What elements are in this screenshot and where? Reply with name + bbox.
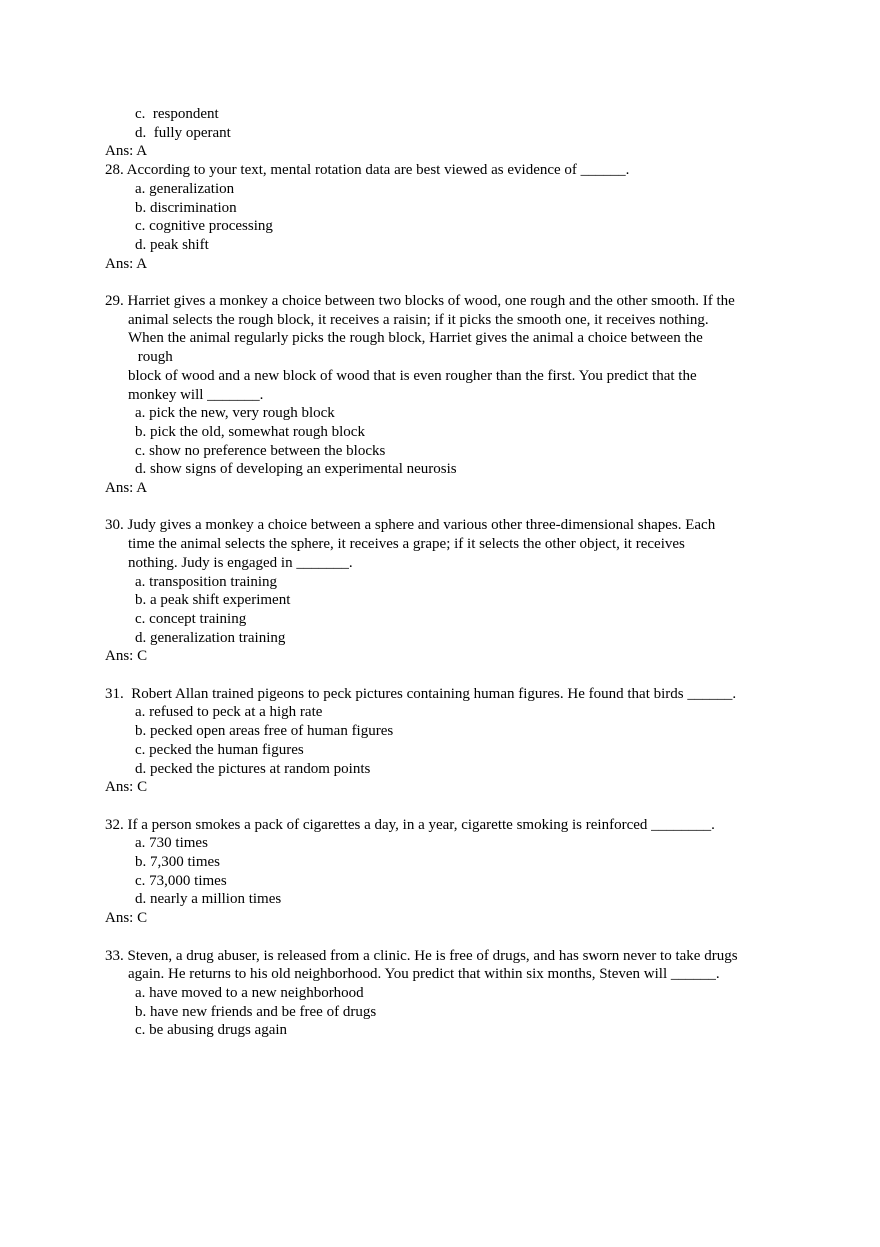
- answer-option: d. pecked the pictures at random points: [135, 760, 371, 777]
- question-text: 30. Judy gives a monkey a choice between a sphere and various other three-dimensional shapes. Each: [105, 517, 716, 534]
- answer-key: Ans: C: [105, 648, 148, 665]
- answer-option: a. pick the new, very rough block: [135, 405, 335, 422]
- answer-option: d. peak shift: [135, 236, 209, 253]
- question-text: 33. Steven, a drug abuser, is released from a clinic. He is free of drugs, and has sworn never to take drugs: [105, 947, 738, 964]
- answer-option: c. cognitive processing: [135, 218, 273, 235]
- answer-option: d. generalization training: [135, 629, 286, 646]
- question-text-continuation: again. He returns to his old neighborhood. You predict that within six months, Steven will ______.: [128, 966, 720, 983]
- answer-option: c. show no preference between the blocks: [135, 442, 386, 459]
- answer-option: b. a peak shift experiment: [135, 592, 291, 609]
- question-block: [105, 947, 780, 1041]
- answer-option: b. pick the old, somewhat rough block: [135, 423, 365, 440]
- answer-option: d. nearly a million times: [135, 891, 282, 908]
- answer-option: a. have moved to a new neighborhood: [135, 984, 364, 1001]
- answer-key: Ans: C: [105, 910, 148, 927]
- question-text: 28. According to your text, mental rotation data are best viewed as evidence of ______.: [105, 162, 630, 179]
- answer-option: d. show signs of developing an experimental neurosis: [135, 461, 457, 478]
- answer-option: b. pecked open areas free of human figures: [135, 723, 394, 740]
- question-text: 32. If a person smokes a pack of cigarettes a day, in a year, cigarette smoking is reinforced ________.: [105, 816, 715, 833]
- question-text-continuation: animal selects the rough block, it receives a raisin; if it picks the smooth one, it receives nothing.: [128, 311, 709, 328]
- question-text: 29. Harriet gives a monkey a choice between two blocks of wood, one rough and the other smooth. If the: [105, 293, 735, 310]
- answer-option: a. 730 times: [135, 835, 208, 852]
- answer-option: b. discrimination: [135, 199, 237, 216]
- answer-option: b. 7,300 times: [135, 854, 220, 871]
- answer-option: a. refused to peck at a high rate: [135, 704, 323, 721]
- answer-option: d. fully operant: [135, 124, 231, 141]
- question-text-continuation: rough: [134, 349, 173, 366]
- answer-key: Ans: A: [105, 480, 148, 497]
- answer-option: c. concept training: [135, 610, 247, 627]
- answer-option: b. have new friends and be free of drugs: [135, 1003, 377, 1020]
- question-block: [105, 161, 780, 273]
- question-text-continuation: When the animal regularly picks the rough block, Harriet gives the animal a choice between the: [128, 330, 703, 347]
- answer-option: a. generalization: [135, 180, 235, 197]
- question-text-continuation: nothing. Judy is engaged in _______.: [128, 554, 353, 571]
- question-block: [105, 816, 780, 928]
- answer-key: Ans: C: [105, 779, 148, 796]
- question-text-continuation: monkey will _______.: [128, 386, 264, 403]
- question-block: [105, 516, 780, 666]
- question-text-continuation: block of wood and a new block of wood that is even rougher than the first. You predict that the: [128, 367, 697, 384]
- answer-option: c. pecked the human figures: [135, 741, 304, 758]
- answer-key: Ans: A: [105, 143, 148, 160]
- answer-option: a. transposition training: [135, 573, 278, 590]
- answer-key: Ans: A: [105, 255, 148, 272]
- question-block: [105, 105, 780, 161]
- answer-option: c. 73,000 times: [135, 872, 227, 889]
- question-block: [105, 685, 780, 797]
- question-text: 31. Robert Allan trained pigeons to peck pictures containing human figures. He found that birds ______.: [105, 685, 737, 702]
- answer-option: c. respondent: [135, 106, 219, 122]
- question-text-continuation: time the animal selects the sphere, it receives a grape; if it selects the other object, it receives: [128, 536, 685, 553]
- answer-option: c. be abusing drugs again: [135, 1022, 288, 1039]
- question-block: [105, 292, 780, 498]
